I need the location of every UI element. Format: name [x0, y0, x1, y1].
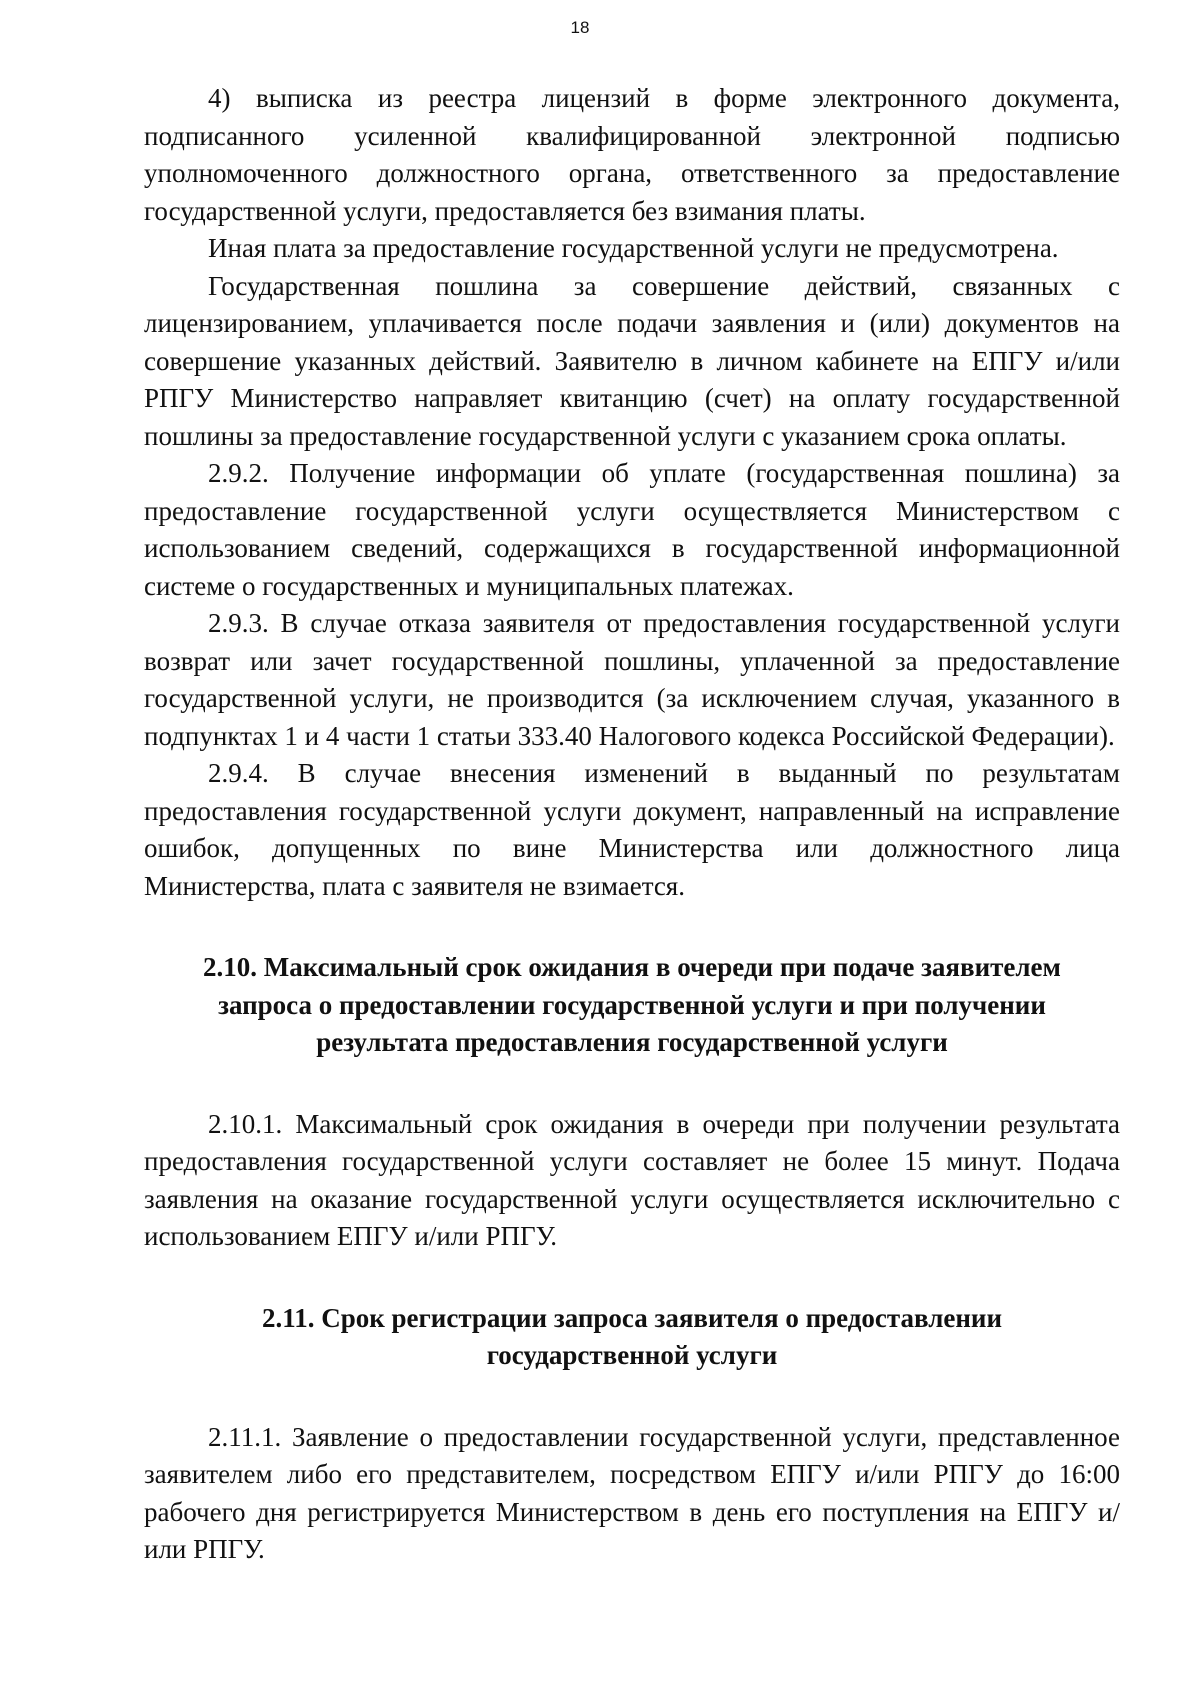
- document-body: [144, 80, 1120, 1569]
- paragraph-2-10-1: 2.10.1. Максимальный срок ожидания в очереди при получении результата предоставления государственной услуги составляет не более 15 минут. Подача заявления на оказание государственной услуги осуществляется исключительно с использованием ЕПГУ и/или РПГУ.: [144, 1108, 1120, 1251]
- section-heading-2-10-line2: запроса о предоставлении государственной услуги и при получении: [218, 989, 1046, 1020]
- paragraph-2-11-1: 2.11.1. Заявление о предоставлении государственной услуги, представленное заявителем либо его представителем, посредством ЕПГУ и/или РПГУ до 16:00 рабочего дня регистрируется Министерством в день его поступления на ЕПГУ и/или РПГУ.: [144, 1421, 1120, 1564]
- section-heading-2-11-line1: 2.11. Срок регистрации запроса заявителя о предоставлении: [261, 1302, 1003, 1333]
- section-heading-2-10-line3: результата предоставления государственной услуги: [316, 1027, 948, 1057]
- paragraph-2-9-2: 2.9.2. Получение информации об уплате (государственная пошлина) за предоставление государственной услуги осуществляется Министерством с использованием сведений, содержащихся в государственной информационной системе о государственных и муниципальных платежах.: [144, 458, 1120, 601]
- section-heading-2-10-line1: 2.10. Максимальный срок ожидания в очереди при подаче заявителем: [203, 952, 1061, 982]
- section-heading-2-10: [144, 949, 1120, 1062]
- section-heading-2-11: [144, 1300, 1120, 1375]
- paragraph-2-9-4: 2.9.4. В случае внесения изменений в выданный по результатам предоставления государственной услуги документ, направленный на исправление ошибок, допущенных по вине Министерства или должностного лица Министерства, плата с заявителя не взимается.: [144, 758, 1120, 901]
- paragraph-4-extract: 4) выписка из реестра лицензий в форме электронного документа, подписанного усиленной квалифицированной электронной подписью уполномоченного должностного органа, ответственного за предоставление государственной услуги, предоставляется без взимания платы.: [144, 83, 1120, 226]
- paragraph-other-fee: Иная плата за предоставление государственной услуги не предусмотрена.: [208, 233, 1059, 263]
- paragraph-state-duty: Государственная пошлина за совершение действий, связанных с лицензированием, уплачивается после подачи заявления и (или) документов на совершение указанных действий. Заявителю в личном кабинете на ЕПГУ и/или РПГУ Министерство направляет квитанцию (счет) на оплату государственной пошлины за предоставление государственной услуги с указанием срока оплаты.: [144, 270, 1120, 451]
- section-heading-2-11-line2: государственной услуги: [486, 1340, 778, 1370]
- paragraph-2-9-3: 2.9.3. В случае отказа заявителя от предоставления государственной услуги возврат или зачет государственной пошлины, уплаченной за предоставление государственной услуги, не производится (за исключением случая, указанного в подпунктах 1 и 4 части 1 статьи 333.40 Налогового кодекса Российской Федерации).: [144, 608, 1120, 751]
- page-number: 18: [570, 18, 590, 37]
